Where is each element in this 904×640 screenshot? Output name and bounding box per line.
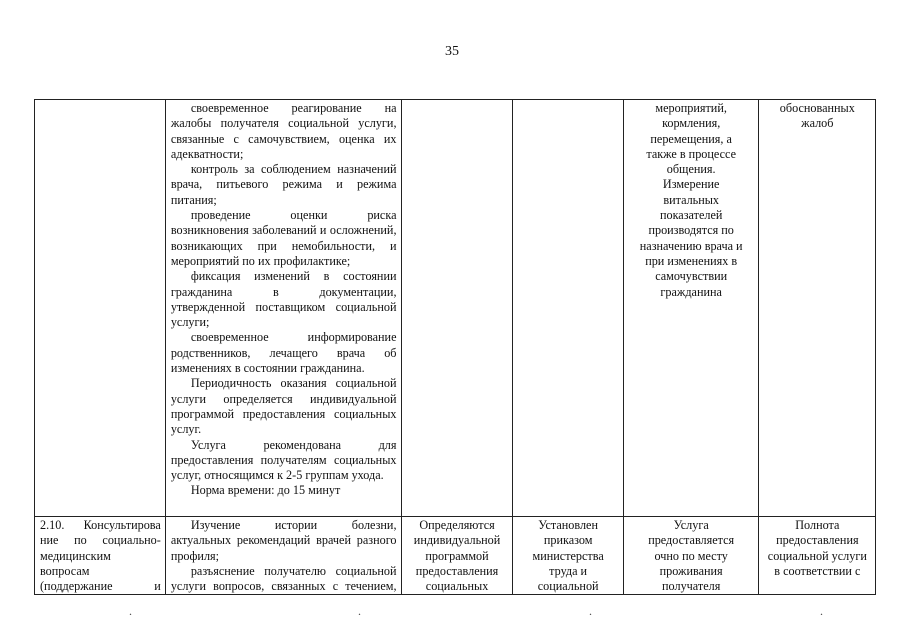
text-line: самочувствии bbox=[655, 269, 728, 284]
footer-mark: . bbox=[358, 604, 361, 618]
text-line: получателя bbox=[662, 579, 721, 594]
text-line: очно по месту bbox=[654, 548, 728, 563]
cell-conditions bbox=[623, 100, 758, 517]
cell-tariff bbox=[512, 100, 623, 517]
text-line: социальной bbox=[537, 579, 599, 594]
paragraph: Изучение истории болезни, актуальных рекомендаций врачей разного профиля; bbox=[170, 518, 397, 563]
text-line: Услуга bbox=[673, 518, 709, 532]
paragraph: контроль за соблюдением назначений врача, питьевого режима и режима питания; bbox=[170, 162, 397, 207]
text-line: предоставления bbox=[776, 533, 859, 548]
text-line: (поддержание и bbox=[40, 579, 161, 594]
footer-mark: . bbox=[589, 604, 592, 618]
cell-conditions bbox=[623, 517, 758, 595]
paragraph: проведение оценки риска возникновения заболеваний и осложнений, возникающих при немобильности, и мероприятий по их профилактике; bbox=[170, 208, 397, 268]
text-line: 2.10. Консультирова bbox=[40, 518, 161, 532]
paragraph: Периодичность оказания социальной услуги определяется индивидуальной программой предоставления социальных услуг. bbox=[170, 376, 397, 437]
text-line: мероприятий, bbox=[655, 101, 727, 115]
text-line: обоснованных bbox=[779, 101, 855, 115]
text-line: Измерение bbox=[662, 177, 720, 192]
text-line: программой bbox=[425, 548, 489, 563]
text-line: предоставления bbox=[415, 563, 499, 578]
table-row bbox=[35, 100, 876, 517]
text-line: приказом bbox=[543, 533, 593, 548]
text-line: при изменениях в bbox=[645, 253, 738, 268]
text-line: перемещения, а bbox=[650, 131, 732, 146]
footer-mark: . bbox=[129, 604, 132, 618]
paragraph: своевременное реагирование на жалобы получателя социальной услуги, связанные с самочувствием, оценка их адекватности; bbox=[170, 101, 397, 161]
text-line: назначению врача и bbox=[639, 238, 743, 253]
page-number: 35 bbox=[445, 44, 459, 59]
text-line: общения. bbox=[666, 162, 716, 177]
text-line: Установлен bbox=[538, 518, 598, 532]
text-line: индивидуальной bbox=[413, 533, 501, 548]
text-line: ние по социально- bbox=[40, 533, 161, 548]
text-line: показателей bbox=[659, 208, 723, 223]
cell-volume bbox=[401, 517, 512, 595]
cell-quality bbox=[758, 517, 875, 595]
text-line: Определяются bbox=[419, 518, 495, 532]
cell-service-name bbox=[35, 100, 166, 517]
text-line: проживания bbox=[659, 563, 723, 578]
services-table bbox=[34, 99, 876, 595]
paragraph: Услуга рекомендована для предоставления получателям социальных услуг, относящимся к 2-5 группам ухода. bbox=[170, 437, 397, 483]
paragraph: разъяснение получателю социальной услуги вопросов, связанных с течением, bbox=[170, 563, 397, 594]
text-line: министерства bbox=[532, 548, 604, 563]
text-line: производятся по bbox=[648, 223, 734, 238]
cell-service-content bbox=[165, 100, 401, 517]
text-line: жалоб bbox=[801, 116, 834, 131]
cell-volume bbox=[401, 100, 512, 517]
text-line: кормления, bbox=[662, 116, 721, 131]
text-line: гражданина bbox=[660, 284, 722, 299]
text-line: труда и bbox=[549, 563, 588, 578]
paragraph: Норма времени: до 15 минут bbox=[190, 483, 341, 498]
text-line: также в процессе bbox=[646, 146, 736, 161]
cell-quality bbox=[758, 100, 875, 517]
text-line: Полнота bbox=[795, 518, 840, 532]
text-line: предоставляется bbox=[648, 533, 735, 548]
paragraph: фиксация изменений в состоянии гражданина в документации, утвержденной поставщиком социальной услуги; bbox=[170, 269, 397, 330]
text-line: социальной услуги bbox=[767, 548, 867, 563]
table-row bbox=[35, 517, 876, 595]
text-line: витальных bbox=[663, 192, 720, 207]
cell-service-content bbox=[165, 517, 401, 595]
text-line: вопросам bbox=[40, 563, 90, 578]
cell-tariff bbox=[512, 517, 623, 595]
text-line: медицинским bbox=[40, 548, 111, 563]
text-line: в соответствии с bbox=[774, 563, 861, 578]
footer-mark: . bbox=[820, 604, 823, 618]
text-line: социальных bbox=[425, 579, 489, 594]
paragraph: своевременное информирование родственников, лечащего врача об изменениях в состоянии гражданина. bbox=[170, 330, 397, 376]
cell-service-name bbox=[35, 517, 166, 595]
